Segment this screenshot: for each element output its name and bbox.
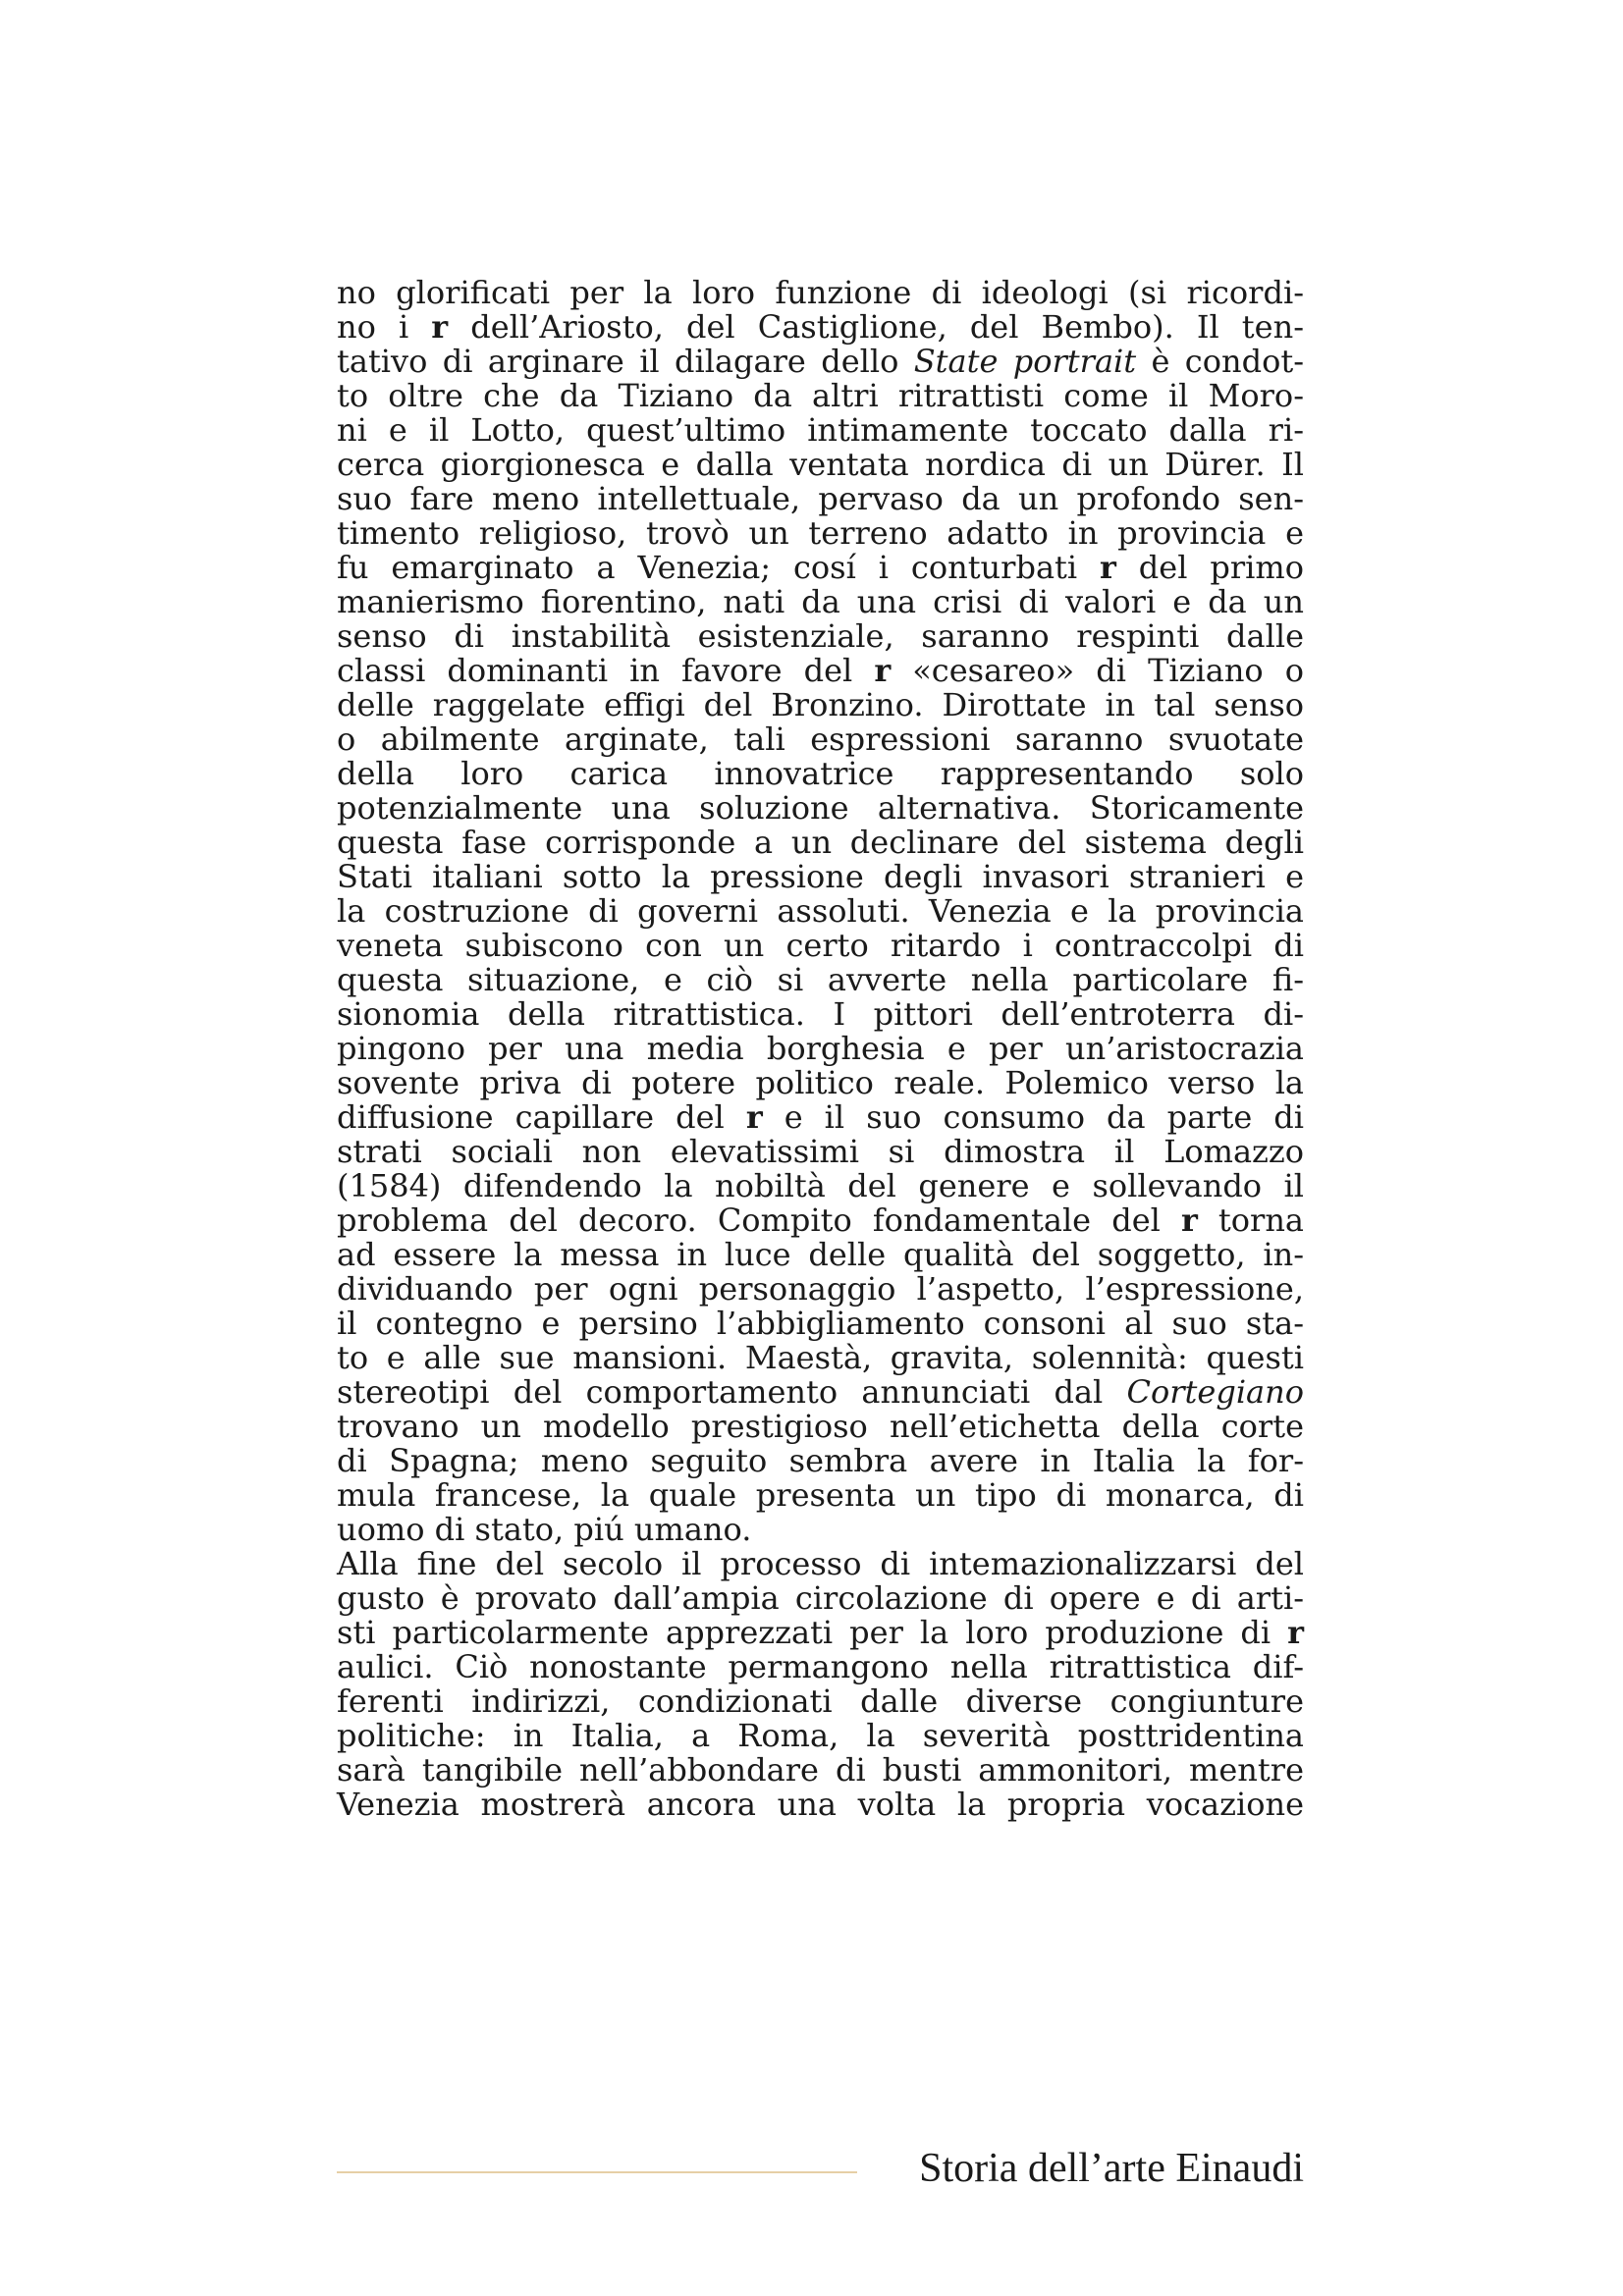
text-run: ad essere la messa in luce delle qualità del soggetto, in- bbox=[337, 1236, 1304, 1273]
text-line bbox=[337, 1238, 1304, 1272]
text-run: del primo bbox=[1115, 549, 1305, 586]
entry-abbreviation: r bbox=[1100, 549, 1116, 586]
text-run: veneta subiscono con un certo ritardo i contraccolpi di bbox=[337, 927, 1304, 964]
text-run: di Spagna; meno seguito sembra avere in Italia la for- bbox=[337, 1442, 1304, 1479]
text-line bbox=[337, 757, 1304, 791]
text-run: to e alle sue mansioni. Maestà, gravita, solennità: questi bbox=[337, 1339, 1304, 1376]
text-run: cerca giorgionesca e dalla ventata nordica di un Dürer. Il bbox=[337, 446, 1304, 483]
text-run: «cesareo» di Tiziano o bbox=[891, 652, 1305, 689]
text-run: questa situazione, e ciò si avverte nella particolare fi- bbox=[337, 961, 1304, 998]
text-line bbox=[337, 1616, 1304, 1650]
text-line bbox=[337, 345, 1304, 379]
text-run: ni e il Lotto, quest’ultimo intimamente toccato dalla ri- bbox=[337, 411, 1304, 449]
entry-abbreviation: r bbox=[1180, 1201, 1198, 1239]
text-line bbox=[337, 516, 1304, 551]
text-run: Alla fine del secolo il processo di intemazionalizzarsi del bbox=[337, 1545, 1304, 1582]
italic-title: State portrait bbox=[913, 343, 1137, 380]
text-line bbox=[337, 997, 1304, 1032]
entry-abbreviation: r bbox=[431, 308, 449, 346]
text-line bbox=[337, 826, 1304, 860]
text-line bbox=[337, 1169, 1304, 1203]
text-run: della loro carica innovatrice rappresentando solo bbox=[337, 755, 1304, 792]
text-line bbox=[337, 1684, 1304, 1719]
page-footer bbox=[337, 2144, 1304, 2193]
text-line bbox=[337, 1203, 1304, 1238]
text-line bbox=[337, 482, 1304, 516]
text-line bbox=[337, 963, 1304, 997]
text-run: sovente priva di potere politico reale. Polemico verso la bbox=[337, 1064, 1304, 1101]
text-run: aulici. Ciò nonostante permangono nella ritrattistica dif- bbox=[337, 1648, 1304, 1685]
text-line bbox=[337, 1788, 1304, 1822]
text-run: mula francese, la quale presenta un tipo di monarca, di bbox=[337, 1476, 1304, 1514]
text-run: dell’Ariosto, del Castiglione, del Bembo). Il ten- bbox=[448, 308, 1305, 346]
italic-title: Cortegiano bbox=[1126, 1373, 1304, 1411]
text-run: sti particolarmente apprezzati per la loro produzione di bbox=[337, 1614, 1288, 1651]
text-line bbox=[337, 379, 1304, 413]
text-line bbox=[337, 722, 1304, 757]
text-run: la costruzione di governi assoluti. Venezia e la provincia bbox=[337, 892, 1304, 930]
body-text bbox=[337, 276, 1304, 1822]
text-line bbox=[337, 276, 1304, 310]
text-run: dividuando per ogni personaggio l’aspetto, l’espressione, bbox=[337, 1270, 1304, 1308]
text-line bbox=[337, 1272, 1304, 1307]
text-line bbox=[337, 1135, 1304, 1169]
footer-rule bbox=[337, 2171, 857, 2173]
text-line bbox=[337, 654, 1304, 688]
text-run: sionomia della ritrattistica. I pittori dell’entroterra di- bbox=[337, 995, 1304, 1033]
text-run: problema del decoro. Compito fondamentale del bbox=[337, 1201, 1181, 1239]
text-line bbox=[337, 1547, 1304, 1581]
text-run: Venezia mostrerà ancora una volta la propria vocazione bbox=[337, 1786, 1304, 1823]
text-run: tativo di arginare il dilagare dello bbox=[337, 343, 914, 380]
text-run: Stati italiani sotto la pressione degli invasori stranieri e bbox=[337, 858, 1304, 895]
text-line bbox=[337, 929, 1304, 963]
text-line bbox=[337, 413, 1304, 448]
text-run: questa fase corrisponde a un declinare del sistema degli bbox=[337, 824, 1304, 861]
text-run: potenzialmente una soluzione alternativa. Storicamente bbox=[337, 789, 1304, 827]
text-run: e il suo consumo da parte di bbox=[762, 1098, 1305, 1136]
text-line bbox=[337, 448, 1304, 482]
text-run: manierismo fiorentino, nati da una crisi di valori e da un bbox=[337, 583, 1304, 620]
entry-abbreviation: r bbox=[1287, 1614, 1304, 1651]
text-run: timento religioso, trovò un terreno adatto in provincia e bbox=[337, 514, 1304, 552]
text-line bbox=[337, 791, 1304, 826]
text-run: uomo di stato, piú umano. bbox=[337, 1511, 752, 1548]
text-line bbox=[337, 1581, 1304, 1616]
text-line bbox=[337, 1410, 1304, 1444]
text-run: ferenti indirizzi, condizionati dalle diverse congiunture bbox=[337, 1682, 1304, 1720]
text-line bbox=[337, 1513, 1304, 1547]
text-run: diffusione capillare del bbox=[337, 1098, 746, 1136]
text-line bbox=[337, 1066, 1304, 1100]
text-line bbox=[337, 1341, 1304, 1375]
entry-abbreviation: r bbox=[745, 1098, 763, 1136]
text-line bbox=[337, 688, 1304, 722]
text-run: senso di instabilità esistenziale, saranno respinti dalle bbox=[337, 617, 1304, 655]
text-line bbox=[337, 619, 1304, 654]
text-run: stereotipi del comportamento annunciati dal bbox=[337, 1373, 1127, 1411]
footer-title: Storia dell’arte Einaudi bbox=[919, 2146, 1304, 2191]
text-run: torna bbox=[1197, 1201, 1305, 1239]
text-run: o abilmente arginate, tali espressioni saranno svuotate bbox=[337, 721, 1304, 758]
text-line bbox=[337, 1032, 1304, 1066]
text-line bbox=[337, 1307, 1304, 1341]
text-run: delle raggelate effigi del Bronzino. Dirottate in tal senso bbox=[337, 686, 1304, 723]
text-run: politiche: in Italia, a Roma, la severità posttridentina bbox=[337, 1717, 1304, 1754]
text-run: no i bbox=[337, 308, 432, 346]
text-run: sarà tangibile nell’abbondare di busti ammonitori, mentre bbox=[337, 1751, 1304, 1789]
text-line bbox=[337, 860, 1304, 894]
text-run: fu emarginato a Venezia; cosí i conturbati bbox=[337, 549, 1101, 586]
text-line bbox=[337, 1650, 1304, 1684]
text-line bbox=[337, 1478, 1304, 1513]
text-run: strati sociali non elevatissimi si dimostra il Lomazzo bbox=[337, 1133, 1304, 1170]
text-line bbox=[337, 1444, 1304, 1478]
text-line bbox=[337, 1100, 1304, 1135]
text-line bbox=[337, 1753, 1304, 1788]
text-run: classi dominanti in favore del bbox=[337, 652, 875, 689]
text-run: trovano un modello prestigioso nell’etichetta della corte bbox=[337, 1408, 1304, 1445]
entry-abbreviation: r bbox=[874, 652, 892, 689]
text-run: pingono per una media borghesia e per un’aristocrazia bbox=[337, 1030, 1304, 1067]
text-line bbox=[337, 1719, 1304, 1753]
text-line bbox=[337, 894, 1304, 929]
text-line bbox=[337, 310, 1304, 345]
text-line bbox=[337, 1375, 1304, 1410]
text-line bbox=[337, 551, 1304, 585]
text-run: (1584) difendendo la nobiltà del genere e sollevando il bbox=[337, 1167, 1304, 1204]
text-run: no glorificati per la loro funzione di ideologi (si ricordi- bbox=[337, 274, 1304, 311]
text-run: to oltre che da Tiziano da altri ritrattisti come il Moro- bbox=[337, 377, 1304, 414]
text-run: gusto è provato dall’ampia circolazione di opere e di arti- bbox=[337, 1579, 1304, 1617]
text-run: suo fare meno intellettuale, pervaso da un profondo sen- bbox=[337, 480, 1304, 517]
text-run: il contegno e persino l’abbigliamento consoni al suo sta- bbox=[337, 1305, 1304, 1342]
text-line bbox=[337, 585, 1304, 619]
text-run: è condot- bbox=[1136, 343, 1305, 380]
